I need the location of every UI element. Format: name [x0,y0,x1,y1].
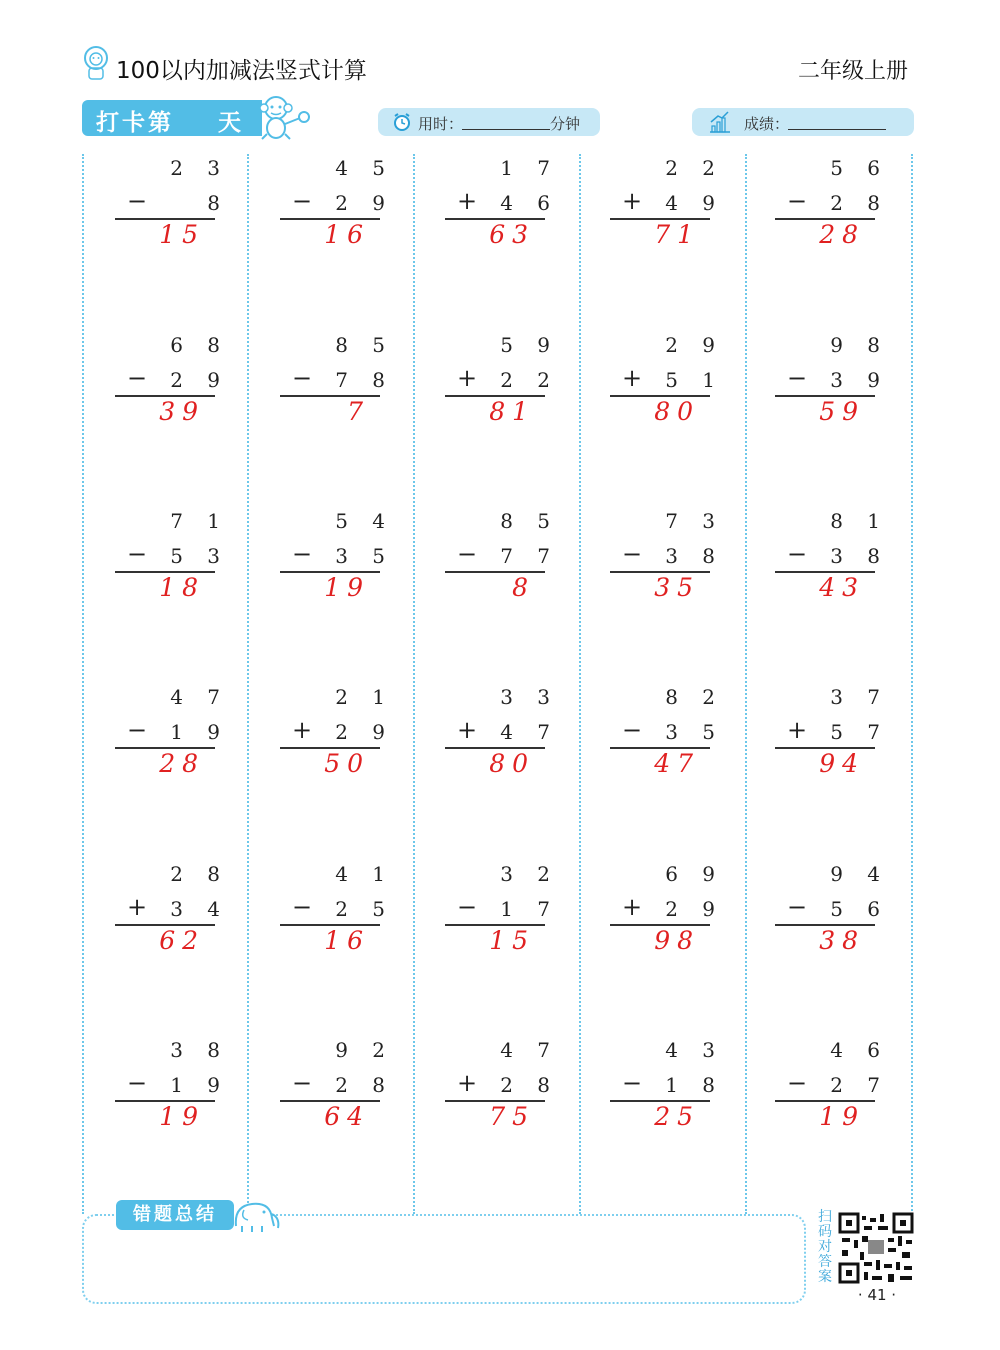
handwritten-answer[interactable]: 80 [654,397,700,426]
monkey-icon [252,94,320,140]
operator-sign: − [292,1069,313,1097]
handwritten-answer[interactable]: 43 [819,573,865,602]
handwritten-answer[interactable]: 81 [489,397,535,426]
handwritten-answer[interactable]: 94 [819,749,865,778]
column-divider [911,154,913,1214]
arithmetic-problem [610,862,730,972]
arithmetic-problem [445,862,565,972]
operator-sign: − [787,1069,808,1097]
arithmetic-problem [775,685,895,795]
operator-sign: + [622,187,643,215]
arithmetic-problem [115,1038,235,1148]
first-operand: 2 9 [665,333,724,357]
handwritten-answer[interactable]: 16 [324,220,370,249]
arithmetic-problem [280,333,400,443]
arithmetic-problem [445,156,565,266]
arithmetic-problem [115,156,235,266]
operator-sign: − [787,364,808,392]
operator-sign: − [787,893,808,921]
first-operand: 5 6 [830,156,889,180]
arithmetic-problem [610,333,730,443]
handwritten-answer[interactable]: 8 [512,573,535,602]
handwritten-answer[interactable]: 19 [159,1102,205,1131]
second-operand: 4 7 [500,720,559,744]
handwritten-answer[interactable]: 38 [819,926,865,955]
operator-sign: − [622,540,643,568]
handwritten-answer[interactable]: 25 [654,1102,700,1131]
operator-sign: + [457,187,478,215]
arithmetic-problem [775,862,895,972]
arithmetic-problem [610,509,730,619]
second-operand: 3 5 [335,544,394,568]
arithmetic-problem [445,1038,565,1148]
first-operand: 7 3 [665,509,724,533]
first-operand: 4 7 [170,685,229,709]
time-field[interactable] [378,108,600,136]
qr-code-icon[interactable] [838,1212,914,1284]
first-operand: 6 8 [170,333,229,357]
operator-sign: − [457,893,478,921]
checkin-prefix: 打卡第 [96,110,174,136]
second-operand: 2 9 [665,897,724,921]
arithmetic-problem [775,1038,895,1148]
column-divider [82,154,84,1214]
second-operand: 2 5 [335,897,394,921]
handwritten-answer[interactable]: 18 [159,573,205,602]
arithmetic-problem [280,685,400,795]
first-operand: 8 1 [830,509,889,533]
second-operand: 1 9 [170,1073,229,1097]
first-operand: 2 8 [170,862,229,886]
second-operand: 8 [207,191,229,215]
second-operand: 1 7 [500,897,559,921]
second-operand: 5 6 [830,897,889,921]
first-operand: 8 5 [335,333,394,357]
checkin-suffix: 天 [218,110,241,136]
operator-sign: + [457,364,478,392]
second-operand: 2 8 [830,191,889,215]
time-blank[interactable] [462,129,550,130]
second-operand: 2 8 [335,1073,394,1097]
handwritten-answer[interactable]: 15 [159,220,205,249]
operator-sign: − [787,540,808,568]
handwritten-answer[interactable]: 59 [819,397,865,426]
second-operand: 2 9 [335,720,394,744]
first-operand: 3 3 [500,685,559,709]
handwritten-answer[interactable]: 15 [489,926,535,955]
error-summary-title: 错题总结 [116,1200,234,1230]
operator-sign: − [292,893,313,921]
second-operand: 5 3 [170,544,229,568]
second-operand: 2 8 [500,1073,559,1097]
score-field[interactable] [692,108,914,136]
first-operand: 2 2 [665,156,724,180]
column-divider [745,154,747,1214]
handwritten-answer[interactable]: 47 [654,749,700,778]
first-operand: 4 3 [665,1038,724,1062]
operator-sign: − [127,1069,148,1097]
first-operand: 2 3 [170,156,229,180]
arithmetic-problem [775,156,895,266]
second-operand: 1 8 [665,1073,724,1097]
handwritten-answer[interactable]: 64 [324,1102,370,1131]
arithmetic-problem [610,1038,730,1148]
handwritten-answer[interactable]: 62 [159,926,205,955]
first-operand: 6 9 [665,862,724,886]
arithmetic-problem [115,685,235,795]
second-operand: 3 9 [830,368,889,392]
arithmetic-problem [280,862,400,972]
handwritten-answer[interactable]: 35 [654,573,700,602]
page-number: · 41 · [857,1286,897,1304]
operator-sign: − [127,187,148,215]
first-operand: 1 7 [500,156,559,180]
first-operand: 4 5 [335,156,394,180]
operator-sign: − [127,716,148,744]
handwritten-answer[interactable]: 80 [489,749,535,778]
operator-sign: − [292,540,313,568]
operator-sign: − [292,364,313,392]
arithmetic-problem [445,685,565,795]
chart-icon [708,110,732,134]
operator-sign: − [787,187,808,215]
handwritten-answer[interactable]: 50 [324,749,370,778]
column-divider [579,154,581,1214]
handwritten-answer[interactable]: 7 [347,397,370,426]
handwritten-answer[interactable]: 75 [489,1102,535,1131]
lion-logo-icon [82,46,110,80]
arithmetic-problem [115,509,235,619]
handwritten-answer[interactable]: 71 [654,220,700,249]
second-operand: 3 4 [170,897,229,921]
operator-sign: + [292,716,313,744]
scan-answers-label: 扫码对答案 [818,1209,832,1285]
arithmetic-problem [610,156,730,266]
first-operand: 3 2 [500,862,559,886]
second-operand: 4 6 [500,191,559,215]
first-operand: 8 2 [665,685,724,709]
first-operand: 4 6 [830,1038,889,1062]
operator-sign: + [622,893,643,921]
operator-sign: − [127,540,148,568]
first-operand: 4 7 [500,1038,559,1062]
second-operand: 2 7 [830,1073,889,1097]
first-operand: 9 4 [830,862,889,886]
handwritten-answer[interactable]: 19 [324,573,370,602]
operator-sign: − [127,364,148,392]
handwritten-answer[interactable]: 63 [489,220,535,249]
arithmetic-problem [280,156,400,266]
first-operand: 3 8 [170,1038,229,1062]
second-operand: 7 8 [335,368,394,392]
handwritten-answer[interactable]: 28 [159,749,205,778]
clock-icon [392,112,412,132]
score-blank[interactable] [788,129,886,130]
first-operand: 7 1 [170,509,229,533]
second-operand: 3 8 [665,544,724,568]
first-operand: 8 5 [500,509,559,533]
elephant-icon [230,1196,282,1234]
first-operand: 2 1 [335,685,394,709]
first-operand: 9 2 [335,1038,394,1062]
operator-sign: + [127,893,148,921]
operator-sign: − [622,1069,643,1097]
operator-sign: + [457,716,478,744]
handwritten-answer[interactable]: 39 [159,397,205,426]
arithmetic-problem [775,509,895,619]
operator-sign: − [457,540,478,568]
handwritten-answer[interactable]: 28 [819,220,865,249]
arithmetic-problem [775,333,895,443]
second-operand: 3 8 [830,544,889,568]
arithmetic-problem [280,509,400,619]
arithmetic-problem [445,509,565,619]
second-operand: 5 7 [830,720,889,744]
operator-sign: − [622,716,643,744]
operator-sign: + [457,1069,478,1097]
score-label: 成绩： [744,115,790,133]
book-title: 100以内加减法竖式计算 [116,58,367,84]
first-operand: 9 8 [830,333,889,357]
time-unit: 分钟 [550,115,581,133]
handwritten-answer[interactable]: 16 [324,926,370,955]
arithmetic-problem [115,862,235,972]
handwritten-answer[interactable]: 19 [819,1102,865,1131]
checkin-day-blank[interactable] [180,104,212,132]
operator-sign: + [787,716,808,744]
first-operand: 3 7 [830,685,889,709]
first-operand: 5 9 [500,333,559,357]
arithmetic-problem [445,333,565,443]
arithmetic-problem [610,685,730,795]
time-label: 用时： [418,115,464,133]
handwritten-answer[interactable]: 98 [654,926,700,955]
second-operand: 1 9 [170,720,229,744]
second-operand: 3 5 [665,720,724,744]
second-operand: 5 1 [665,368,724,392]
second-operand: 2 9 [335,191,394,215]
column-divider [413,154,415,1214]
arithmetic-problem [115,333,235,443]
operator-sign: + [622,364,643,392]
second-operand: 7 7 [500,544,559,568]
second-operand: 2 2 [500,368,559,392]
operator-sign: − [292,187,313,215]
second-operand: 2 9 [170,368,229,392]
second-operand: 4 9 [665,191,724,215]
first-operand: 4 1 [335,862,394,886]
grade-label: 二年级上册 [797,59,908,84]
arithmetic-problem [280,1038,400,1148]
first-operand: 5 4 [335,509,394,533]
column-divider [247,154,249,1214]
